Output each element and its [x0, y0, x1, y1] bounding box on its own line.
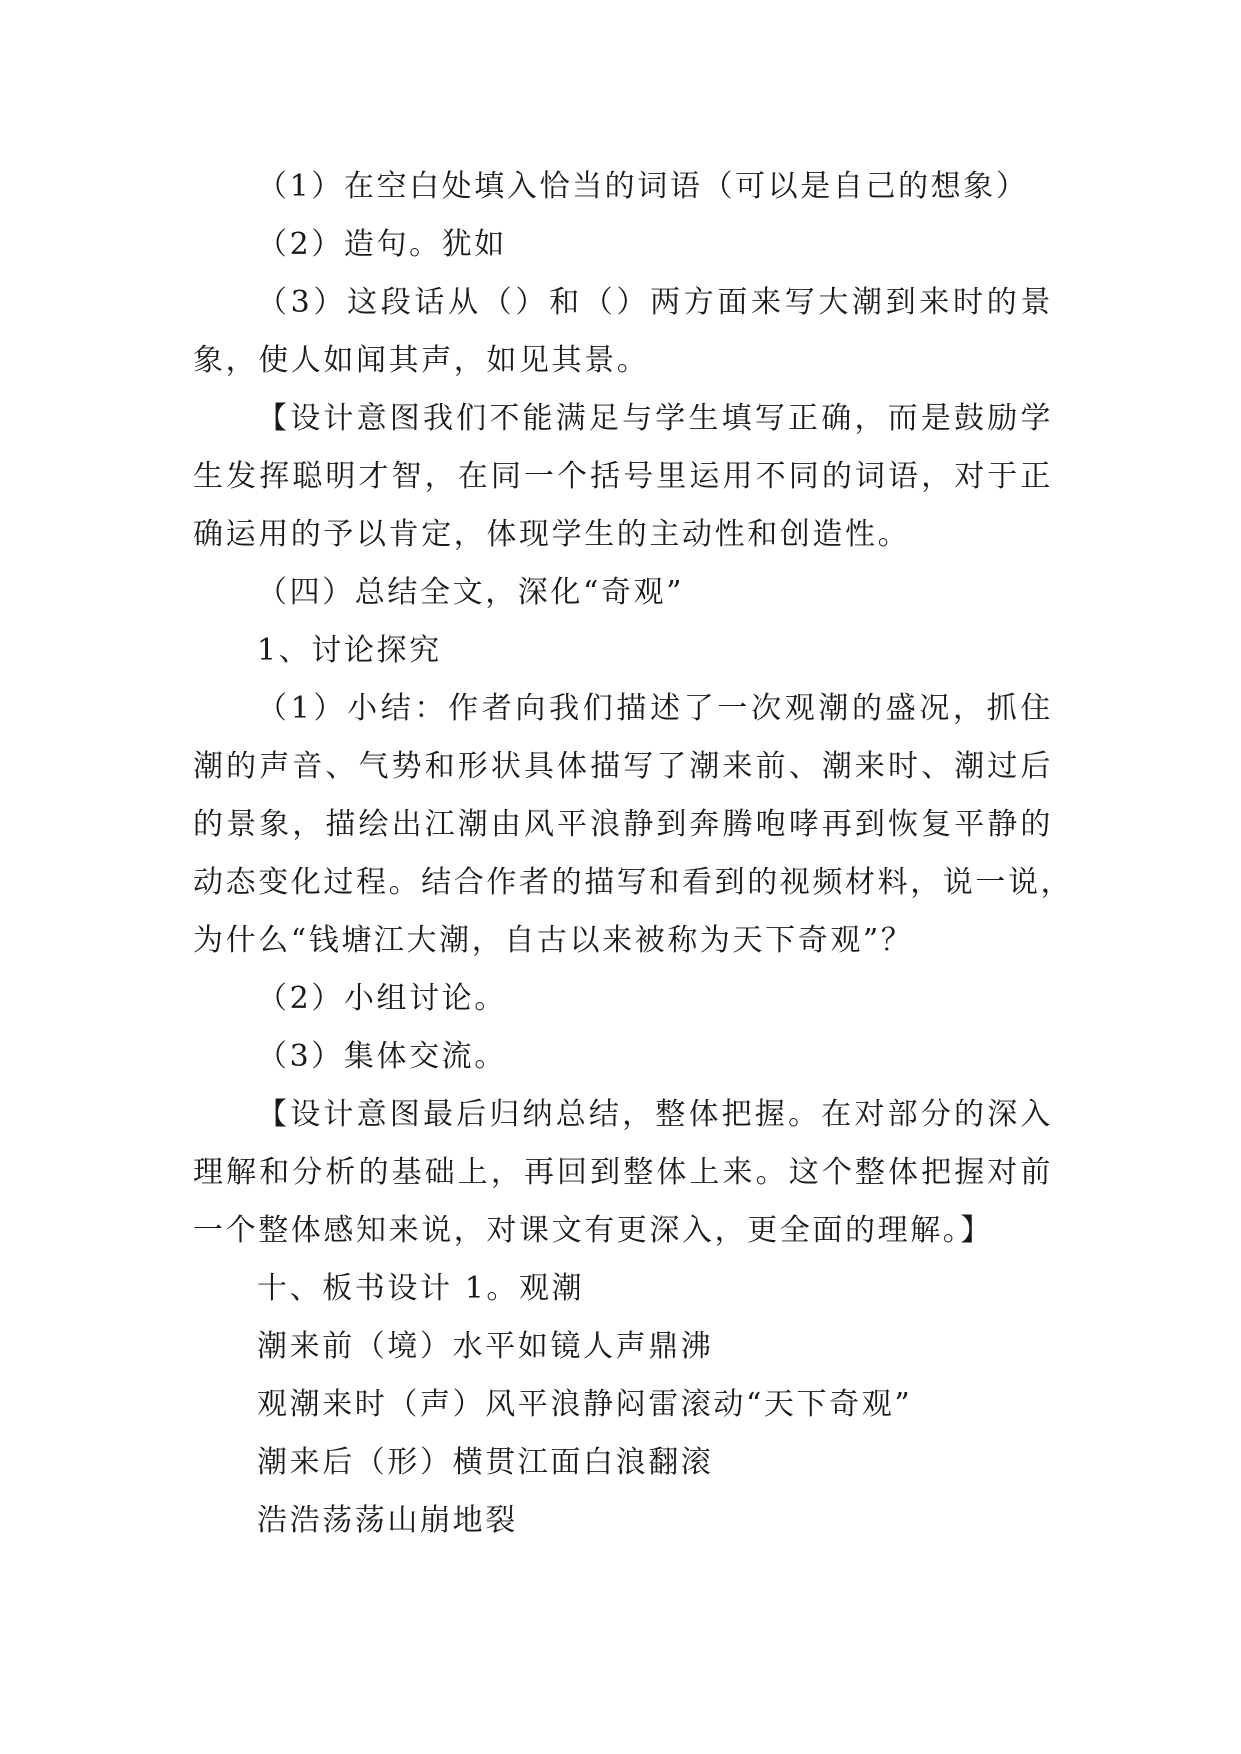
- text-line: 一个整体感知来说，对课文有更深入，更全面的理解。】: [193, 1213, 993, 1248]
- text-line: 象，使人如闻其声，如见其景。: [193, 343, 650, 378]
- section-heading: 十、板书设计 1。观潮: [257, 1271, 585, 1306]
- text-line: 为什么“钱塘江大潮，自古以来被称为天下奇观”？: [193, 923, 914, 958]
- text-line: 潮的声音、气势和形状具体描写了潮来前、潮来时、潮过后: [193, 749, 1053, 784]
- text-line: 【设计意图我们不能满足与学生填写正确，而是鼓励学: [257, 401, 1053, 436]
- text-line: （1）小结：作者向我们描述了一次观潮的盛况，抓住: [257, 691, 1053, 726]
- subsection-heading: 1、讨论探究: [257, 633, 442, 668]
- text-line: （3）集体交流。: [257, 1039, 507, 1074]
- board-design-line: 潮来后（形）横贯江面白浪翻滚: [257, 1445, 714, 1480]
- text-line: （1）在空白处填入恰当的词语（可以是自己的想象）: [257, 169, 1029, 204]
- section-heading: （四）总结全文，深化“奇观”: [257, 575, 685, 610]
- board-design-line: 潮来前（境）水平如镜人声鼎沸: [257, 1329, 714, 1364]
- text-line: 【设计意图最后归纳总结，整体把握。在对部分的深入: [257, 1097, 1053, 1132]
- text-line: 确运用的予以肯定，体现学生的主动性和创造性。: [193, 517, 911, 552]
- text-line: 理解和分析的基础上，再回到整体上来。这个整体把握对前: [193, 1155, 1053, 1190]
- board-design-line: 观潮来时（声）风平浪静闷雷滚动“天下奇观”: [257, 1387, 913, 1422]
- text-line: （3）这段话从（）和（）两方面来写大潮到来时的景: [257, 285, 1053, 320]
- document-page: [193, 158, 1074, 1550]
- text-line: 动态变化过程。结合作者的描写和看到的视频材料，说一说，: [193, 865, 1074, 900]
- text-line: 生发挥聪明才智，在同一个括号里运用不同的词语，对于正: [193, 459, 1053, 494]
- text-line: 的景象，描绘出江潮由风平浪静到奔腾咆哮再到恢复平静的: [193, 807, 1053, 842]
- board-design-line: 浩浩荡荡山崩地裂: [257, 1503, 518, 1538]
- text-line: （2）造句。犹如: [257, 227, 507, 262]
- text-line: （2）小组讨论。: [257, 981, 507, 1016]
